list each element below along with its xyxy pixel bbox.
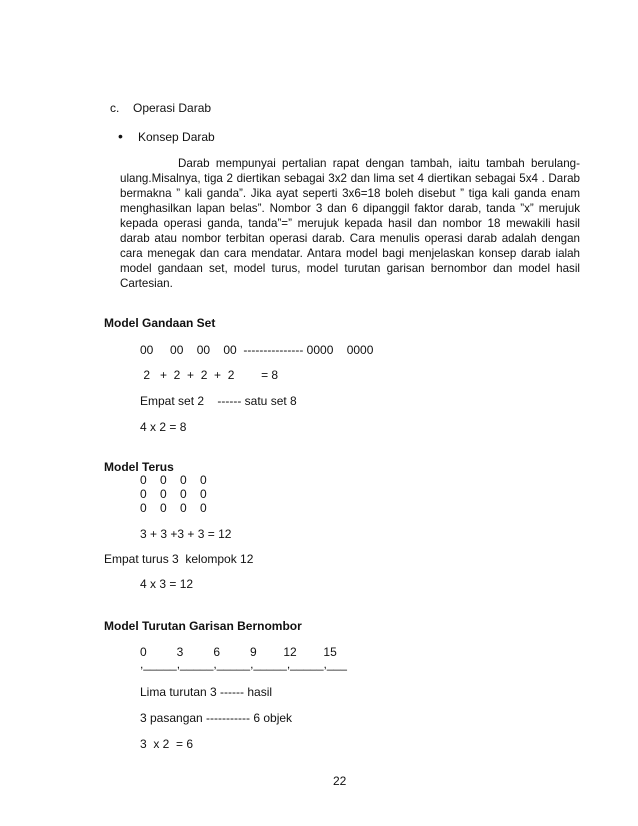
- terus-row-2: 0 0 0 0: [140, 487, 207, 501]
- gandaan-line-4: 4 x 2 = 8: [140, 420, 187, 434]
- heading-gandaan-set: Model Gandaan Set: [104, 316, 216, 330]
- terus-row-1: 0 0 0 0: [140, 473, 207, 487]
- turutan-line-3: 3 x 2 = 6: [140, 737, 194, 751]
- number-line: ,_____,_____,_____,_____,_____,___: [140, 657, 347, 671]
- concept-paragraph-text: Darab mempunyai pertalian rapat dengan tambah, iaitu tambah berulang-ulang.Misalnya, tiga 2 diertikan sebagai 3x2 dan lima set 4 diertikan sebagai 5x4 . Darab bermakna ” kali ganda”. Jika ayat seperti 3x6=18 boleh disebut ” tiga kali ganda enam menghasilkan lapan belas”. Nombor 3 dan 6 dipanggil faktor darab, tanda ”x” merujuk kepada operasi ganda, tanda”=” merujuk kepada hasil dan nombor 18 mewakili hasil darab atau nombor terbitan operasi darab. Cara menulis operasi darab adalah dengan cara menegak dan cara mendatar. Antara model bagi menjelaskan konsep darab ialah model gandaan set, model turus, model turutan garisan bernombor dan model hasil Cartesian.: [120, 157, 580, 290]
- gandaan-line-1: 00 00 00 00 --------------- 0000 0000: [140, 343, 374, 357]
- terus-product: 4 x 3 = 12: [140, 577, 194, 591]
- terus-sum: 3 + 3 +3 + 3 = 12: [140, 527, 232, 541]
- terus-row-3: 0 0 0 0: [140, 501, 207, 515]
- number-line-labels: 0 3 6 9 12 15: [140, 645, 337, 659]
- page-number: 22: [333, 774, 347, 788]
- terus-caption: Empat turus 3 kelompok 12: [104, 552, 254, 566]
- section-letter: c.: [110, 101, 120, 115]
- section-title: Operasi Darab: [133, 101, 212, 115]
- gandaan-line-2: 2 + 2 + 2 + 2 = 8: [140, 368, 279, 382]
- bullet-label: Konsep Darab: [138, 130, 215, 144]
- gandaan-line-3: Empat set 2 ------ satu set 8: [140, 394, 297, 408]
- turutan-line-2: 3 pasangan ----------- 6 objek: [140, 711, 293, 725]
- bullet-icon: •: [118, 128, 123, 144]
- turutan-line-1: Lima turutan 3 ------ hasil: [140, 685, 273, 699]
- heading-terus: Model Terus: [104, 460, 174, 474]
- heading-turutan: Model Turutan Garisan Bernombor: [104, 619, 302, 633]
- concept-paragraph: [120, 156, 580, 291]
